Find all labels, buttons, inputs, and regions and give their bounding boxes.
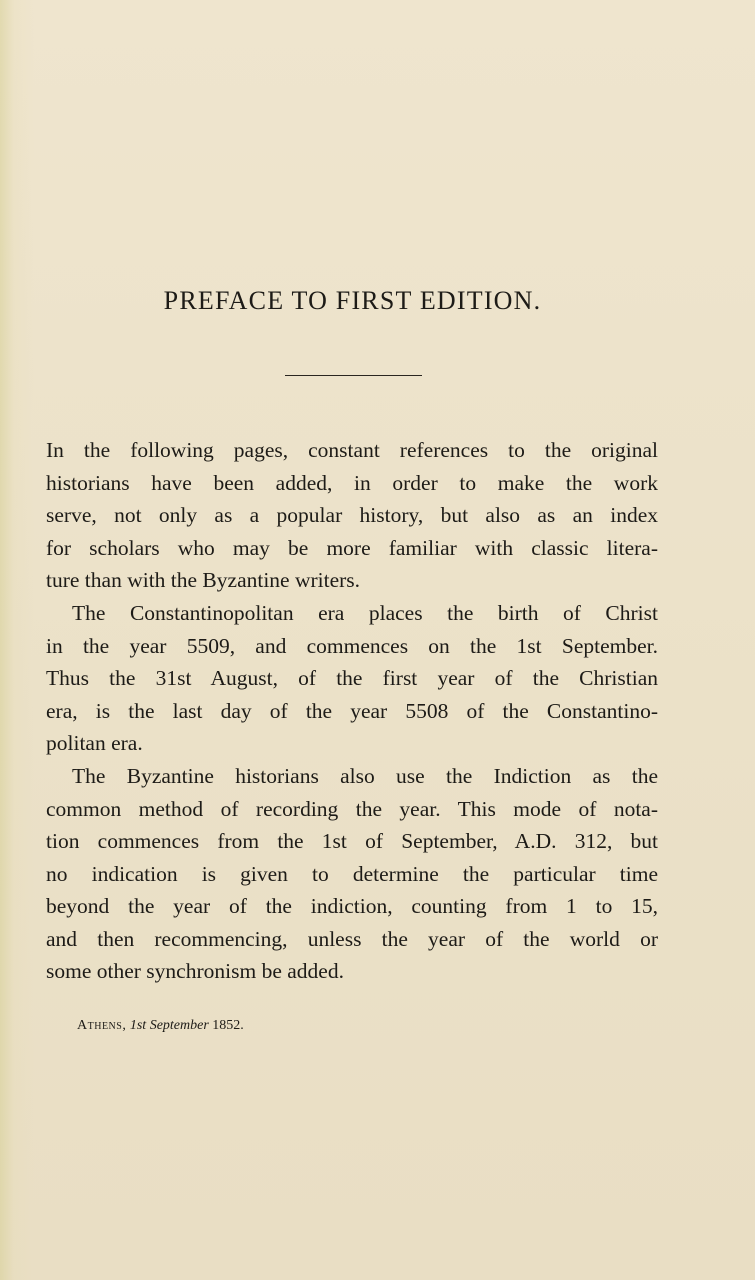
text-line: The Byzantine historians also use the Indiction as the bbox=[72, 764, 658, 788]
text-line: beyond the year of the indiction, counting from 1 to 15, bbox=[46, 894, 658, 918]
text-line: ture than with the Byzantine writers. bbox=[46, 568, 361, 592]
text-line: tion commences from the 1st of September, A.D. 312, but bbox=[46, 829, 658, 853]
title-divider bbox=[285, 375, 422, 376]
text-line: in the year 5509, and commences on the 1st September. bbox=[46, 633, 658, 658]
text-line: historians have been added, in order to make the work bbox=[46, 470, 658, 495]
paragraph-3 bbox=[46, 760, 658, 988]
signature-date bbox=[130, 1018, 244, 1033]
signature-line bbox=[77, 1016, 244, 1036]
paragraph-1 bbox=[46, 434, 658, 597]
text-line: and then recommencing, unless the year of the world or bbox=[46, 926, 658, 951]
text-line: for scholars who may be more familiar with classic litera- bbox=[46, 535, 658, 560]
text-line: some other synchronism be added. bbox=[46, 959, 344, 983]
text-line: era, is the last day of the year 5508 of the Constantino- bbox=[46, 698, 658, 723]
page-title: PREFACE TO FIRST EDITION. bbox=[163, 286, 542, 315]
text-line: Thus the 31st August, of the first year of the Christian bbox=[46, 666, 658, 690]
text-line: no indication is given to determine the particular time bbox=[46, 861, 658, 886]
text-line: serve, not only as a popular history, but also as an index bbox=[46, 503, 658, 527]
text-line: politan era. bbox=[46, 731, 143, 755]
text-line: The Constantinopolitan era places the birth of Christ bbox=[72, 601, 658, 625]
text-line: In the following pages, constant references to the original bbox=[46, 438, 658, 462]
signature-month: September bbox=[149, 1018, 209, 1033]
paragraph-2 bbox=[46, 597, 658, 760]
signature-day: 1st bbox=[129, 1018, 147, 1033]
text-line: common method of recording the year. This mode of nota- bbox=[46, 796, 658, 821]
signature-place: Athens, bbox=[77, 1018, 127, 1033]
signature-year: 1852. bbox=[212, 1018, 244, 1033]
